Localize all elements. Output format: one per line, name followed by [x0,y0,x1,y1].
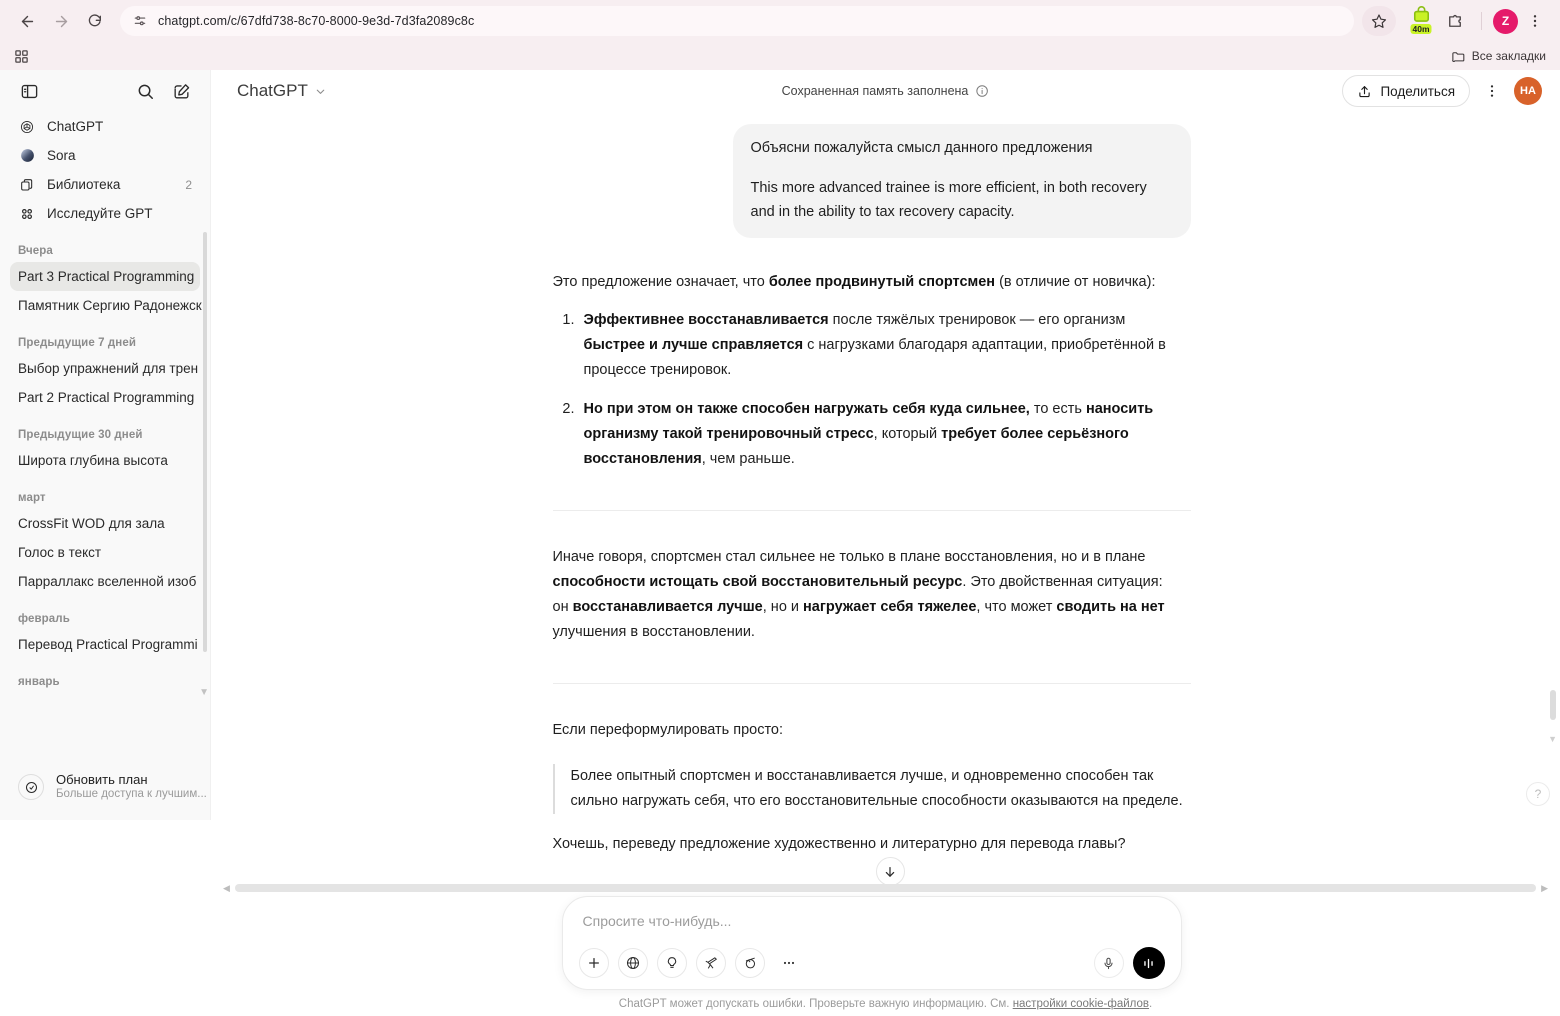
para3-g: улучшения в восстановлении. [552,624,755,640]
all-bookmarks-button[interactable] [1451,49,1546,64]
assistant-intro-bold: более продвинутый спортсмен [768,274,996,290]
share-label: Поделиться [1380,83,1455,99]
message-input[interactable]: Спросите что-нибудь... [582,913,732,929]
item2-text-3: , чем раньше. [701,451,795,467]
sidebar-toolbar [0,70,210,112]
apps-grid-icon[interactable] [14,49,29,64]
help-button[interactable]: ? [1526,782,1550,806]
library-count-badge: 2 [185,177,192,192]
web-search-globe-icon[interactable] [618,948,648,978]
item2-text-1: то есть [1029,401,1086,417]
history-group-title: февраль [18,613,70,625]
sidebar-scroll-area[interactable] [0,112,210,760]
item1-bold-2: быстрее и лучше справляется [583,337,804,353]
waveform-icon [1140,955,1157,972]
forward-button[interactable] [46,6,76,36]
chrome-menu-icon[interactable] [1522,6,1548,36]
disclaimer-period: . [1149,998,1153,1010]
assistant-message [553,238,1191,856]
divider [553,510,1191,511]
assistant-paragraph-2 [553,545,1191,645]
memory-full-notice[interactable] [782,84,990,98]
study-icon[interactable] [735,948,765,978]
sidebar-scrollbar[interactable] [203,232,207,652]
divider [553,683,1191,684]
sidebar-footer [0,760,210,820]
item2-text-2: , который [873,426,942,442]
user-message-bubble [733,124,1191,238]
chat-item-perevod-practical[interactable]: Перевод Practical Programmi [18,637,198,652]
para2-a: Иначе говоря, спортсмен стал сильнее не только в плане восстановления, но и в плане [552,549,1146,565]
disclaimer-footer [211,990,1560,1010]
extensions-puzzle-icon[interactable] [1440,6,1470,36]
model-picker-button[interactable] [229,77,335,105]
sidebar-nav-list [10,112,200,228]
dictation-mic-icon[interactable] [1094,948,1124,978]
chat-item-pamyatnik[interactable]: Памятник Сергию Радонежск [18,298,202,313]
sidebar [0,70,211,820]
voice-mode-button[interactable] [1133,947,1165,979]
sidebar-item-label: Sora [47,148,76,163]
address-bar[interactable] [120,6,1354,36]
chat-history [10,245,200,688]
upgrade-title: Обновить план [56,772,148,787]
sidebar-item-chatgpt[interactable] [10,112,200,141]
sidebar-item-label: ChatGPT [47,119,104,134]
browser-profile-avatar[interactable]: Z [1493,9,1518,34]
history-group-title: Вчера [18,245,53,257]
more-options-icon[interactable] [774,948,804,978]
sidebar-item-sora[interactable] [10,141,200,170]
history-group-title: январь [18,676,60,688]
user-message-line-2: This more advanced trainee is more efficient, in both recovery and in the ability to tax recovery capacity. [750,180,1147,220]
chat-item-part2[interactable]: Part 2 Practical Programming [18,390,195,405]
list-item [579,308,1191,383]
chatgpt-app [0,70,1560,1010]
para3-bold-1: восстанавливается лучше [572,599,763,615]
conversation-scroll[interactable] [211,112,1560,896]
rephrase-title: Если переформулировать просто: [552,722,784,738]
scroll-right-arrow-icon[interactable]: ▶ [1541,882,1548,893]
extension-timer-icon[interactable] [1406,6,1436,36]
history-group-title: Предыдущие 7 дней [18,337,137,349]
chat-options-kebab-icon[interactable] [1478,77,1506,105]
cookie-settings-link[interactable]: настройки cookie-файлов [1012,998,1150,1010]
item2-bold-3: требует более серьёзного восстановления [583,426,1129,467]
item1-bold-1: Эффективнее восстанавливается [583,312,829,328]
sora-orb-icon [18,147,36,165]
chat-item-crossfit[interactable]: CrossFit WOD для зала [18,516,165,531]
scroll-left-arrow-icon[interactable]: ◀ [223,882,230,893]
chat-item-part3[interactable]: Part 3 Practical Programming [10,262,200,291]
bookmark-star-icon[interactable] [1362,6,1396,36]
assistant-intro-a: Это предложение означает, что [552,274,769,290]
arrow-down-icon [883,865,897,879]
message-composer[interactable] [562,896,1182,990]
para3-c: , но и [762,599,804,615]
header-actions [1342,75,1542,107]
horizontal-scroll-thumb[interactable] [235,884,1536,892]
user-message-line-1: Объясни пожалуйста смысл данного предложения [750,140,1093,156]
info-icon [975,84,989,98]
toggle-sidebar-icon[interactable] [14,76,44,106]
disclaimer-text: ChatGPT может допускать ошибки. Проверьте важную информацию. См. [618,998,1013,1010]
sidebar-item-library[interactable] [10,170,200,199]
browser-nav-row [0,0,1560,42]
main-panel [211,70,1560,1010]
item2-bold-1: Но при этом он также способен нагружать себя куда сильнее, [583,401,1030,417]
chatgpt-logo-icon [18,118,36,136]
think-lightbulb-icon[interactable] [657,948,687,978]
sidebar-fade [0,742,210,760]
list-item [579,397,1191,472]
chat-item-vybor-uprazhneniy[interactable]: Выбор упражнений для трен [18,361,199,376]
chrome-divider [1481,12,1482,30]
composer-toolbar [579,947,1165,979]
explore-gpts-icon [18,205,36,223]
history-group-title: Предыдущие 30 дней [18,429,143,441]
chevron-down-icon [314,85,327,98]
para3-bold-2: нагружает себя тяжелее [803,599,977,615]
deep-research-telescope-icon[interactable] [696,948,726,978]
chat-item-golos-v-tekst[interactable]: Голос в текст [18,545,102,560]
upgrade-plan-button[interactable] [10,766,207,808]
item1-text-1: после тяжёлых тренировок — его организм [828,312,1126,328]
sidebar-scroll-caret-icon[interactable]: ▼ [199,687,209,698]
library-icon [18,176,36,194]
upgrade-subtitle: Больше доступа к лучшим... [56,788,207,800]
attach-plus-icon[interactable] [579,948,609,978]
all-bookmarks-label: Все закладки [1471,49,1546,63]
chat-header [211,70,1560,112]
sidebar-item-label: Библиотека [47,177,121,192]
browser-chrome [0,0,1560,70]
assistant-blockquote: Более опытный спортсмен и восстанавливается лучше, и одновременно способен так сильно нагружать себя, что его восстановительные способности оказываются на пределе. [553,764,1191,814]
sidebar-item-explore-gpts[interactable] [10,199,200,228]
folder-icon [1451,49,1466,64]
user-avatar[interactable]: НА [1514,77,1542,105]
extension-badge-count: 40m [1412,24,1430,34]
upgrade-badge-icon [18,774,44,800]
assistant-tail-question: Хочешь, переведу предложение художественно и литературно для перевода главы? [552,836,1126,852]
sidebar-item-label: Исследуйте GPT [47,206,153,221]
assistant-intro-c: (в отличие от новичка): [995,274,1156,290]
back-button[interactable] [12,6,42,36]
share-upload-icon [1357,84,1372,99]
item1-text-2: с нагрузками благодаря адаптации, приобретённой в процессе тренировок. [583,337,1166,378]
horizontal-scrollbar[interactable] [211,880,1560,896]
para3-bold-3: сводить на нет [1056,599,1165,615]
scrollbar-down-caret-icon[interactable]: ▼ [1548,734,1557,744]
chat-item-parallaks[interactable]: Парраллакс вселенной изоб [18,574,197,589]
para2-c: . Это двойственная ситуация: [962,574,1163,590]
para2-bold: способности истощать свой восстановительный ресурс [552,574,963,590]
item2-bold-2: наносить организму такой тренировочный стресс [583,401,1154,442]
search-chats-icon[interactable] [130,76,160,106]
memory-notice-label: Сохраненная память заполнена [781,84,969,98]
new-chat-icon[interactable] [166,76,196,106]
assistant-intro [553,270,1191,294]
reload-button[interactable] [80,6,110,36]
para3-a: он [552,599,573,615]
share-button[interactable] [1342,75,1470,107]
site-settings-icon[interactable] [132,13,148,29]
conversation-content [553,112,1191,896]
bookmarks-bar [0,42,1560,70]
chat-item-shirota[interactable]: Широта глубина высота [18,453,168,468]
address-bar-url: chatgpt.com/c/67dfd738-8c70-8000-9e3d-7d3fa2089c8c [158,14,475,28]
model-name: ChatGPT [237,81,308,100]
para3-e: , что может [976,599,1057,615]
composer-zone [211,896,1560,1016]
assistant-list [553,308,1191,472]
history-group-title: март [18,492,46,504]
